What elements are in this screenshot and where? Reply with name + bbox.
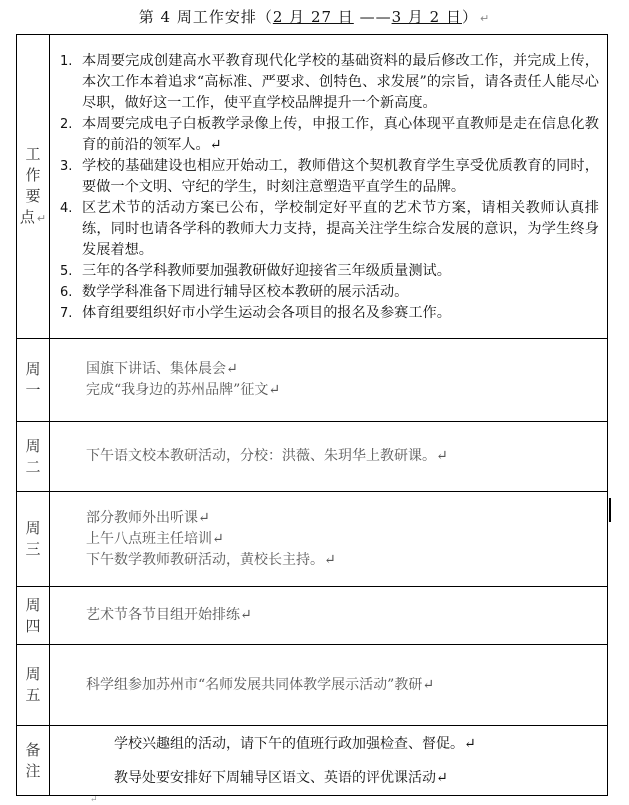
goals-label: 工 作 要 点 ↵ — [17, 35, 50, 339]
paragraph-mark-icon: ↵ — [480, 12, 491, 25]
note-label: 备 注 — [17, 726, 50, 796]
wednesday-content[interactable]: 部分教师外出听课↵ 上午八点班主任培训↵ 下午数学教师教研活动，黄校长主持。↵ — [50, 492, 608, 587]
tuesday-content[interactable]: 下午语文校本教研活动，分校：洪薇、朱玥华上教研课。↵ — [50, 422, 608, 492]
monday-content[interactable]: 国旗下讲话、集体晨会↵ 完成“我身边的苏州品牌”征文↵ — [50, 339, 608, 422]
title-separator: —— — [353, 8, 392, 26]
wednesday-row — [17, 492, 608, 587]
tuesday-label: 周 二 — [17, 422, 50, 492]
title-date-start: 2 月 27 日 — [272, 8, 354, 26]
note-content[interactable]: 学校兴趣组的活动，请下午的值班行政加强检查、督促。↵ 教导处要安排好下周辅导区语文、英语的评优课活动↵ — [50, 726, 608, 796]
list-item: 2. 本周要完成电子白板教学录像上传，申报工作，真心体现平直教师是走在信息化教育的前沿的领军人。↵ — [60, 116, 599, 153]
schedule-table — [16, 34, 608, 796]
monday-row — [17, 339, 608, 422]
title-suffix: ） — [461, 8, 478, 26]
list-item: 4. 区艺术节的活动方案已公布，学校制定好平直的艺术节方案，请相关教师认真排练，同时也请各学科的教师大力支持，提高关注学生综合发展的意识，为学生终身发展着想。 — [60, 200, 599, 258]
monday-label: 周 一 — [17, 339, 50, 422]
list-item: 5. 三年的各学科教师要加强教研做好迎接省三年级质量测试。 — [60, 263, 451, 279]
text-cursor — [609, 498, 611, 522]
note-row — [17, 726, 608, 796]
page-title — [0, 6, 629, 30]
wednesday-label: 周 三 — [17, 492, 50, 587]
goals-content[interactable] — [50, 35, 608, 339]
thursday-row — [17, 587, 608, 645]
friday-content[interactable]: 科学组参加苏州市“名师发展共同体教学展示活动”教研↵ — [50, 645, 608, 726]
list-item: 7. 体育组要组织好市小学生运动会各项目的报名及参赛工作。 — [60, 305, 451, 321]
title-prefix: 第 4 周工作安排（ — [138, 8, 273, 26]
friday-row — [17, 645, 608, 726]
thursday-content[interactable]: 艺术节各节目组开始排练↵ — [50, 587, 608, 645]
list-item: 3. 学校的基础建设也相应开始动工，教师借这个契机教育学生享受优质教育的同时，要做一个文明、守纪的学生，时刻注意塑造平直学生的品牌。 — [60, 158, 599, 195]
list-item: 6. 数学学科准备下周进行辅导区校本教研的展示活动。 — [60, 284, 409, 300]
paragraph-mark-icon: ↵ — [36, 212, 47, 225]
goals-list — [60, 51, 599, 324]
goals-row — [17, 35, 608, 339]
paragraph-mark-icon: ↵ — [90, 795, 98, 805]
title-date-end: 3 月 2 日 — [391, 8, 462, 26]
thursday-label: 周 四 — [17, 587, 50, 645]
friday-label: 周 五 — [17, 645, 50, 726]
list-item: 1. 本周要完成创建高水平教育现代化学校的基础资料的最后修改工作，并完成上传，本次工作本着追求“高标准、严要求、创特色、求发展”的宗旨，请各责任人能尽心尽职，做好这一工作，使平直学校品牌提升一个新高度。 — [60, 53, 599, 111]
tuesday-row — [17, 422, 608, 492]
